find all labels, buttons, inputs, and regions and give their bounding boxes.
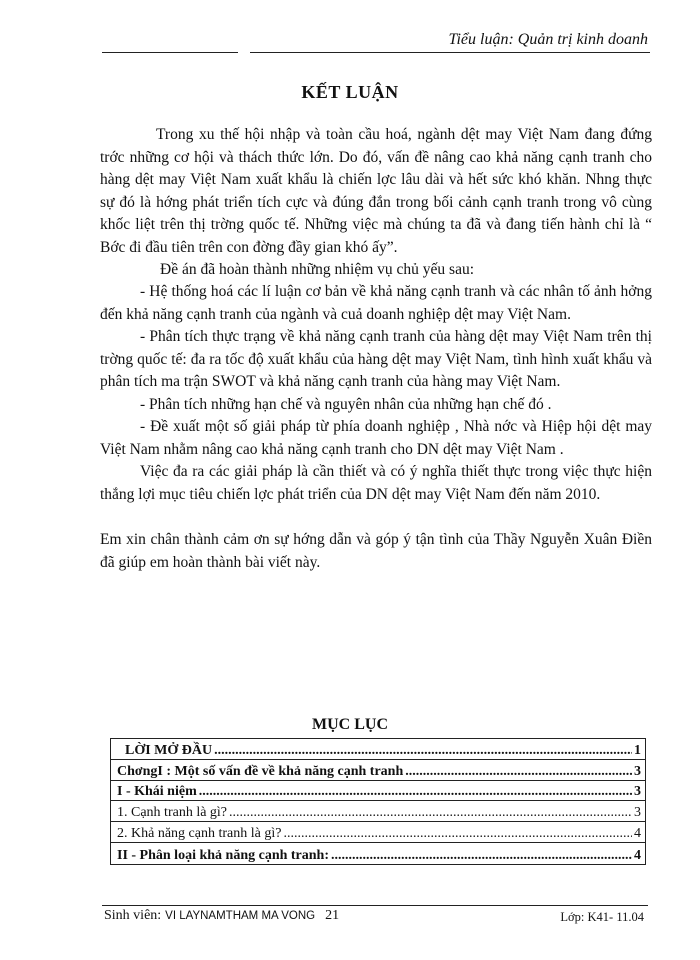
toc-entry-page: 1 [634, 742, 641, 758]
toc-entry-page: 3 [634, 784, 641, 800]
conclusion-title: KẾT LUẬN [301, 82, 399, 102]
footer-student [104, 908, 339, 924]
toc-entry-page: 4 [634, 847, 641, 863]
conclusion-paragraph-intro: Trong xu thế hội nhập và toàn cầu hoá, ngành dệt may Việt Nam đang đứng trớc những cơ hội và thách thức lớn. Do đó, vấn đề nâng cao khả năng cạnh tranh cho hàng dệt may Việt Nam xuất khẩu là chiến lợc lâu dài và hết sức khó khăn. Nhng thực sự đó là hớng phát triển tích cực và đúng đắn trong bối cảnh cạnh tranh trong vô cùng khốc liệt trên thị trờng quốc tế. Những việc mà chúng ta đã và đang tiến hành chỉ là “ Bớc đi đầu tiên trên con đờng đầy gian khó ấy”. [100, 126, 652, 256]
header-rule-left [102, 52, 238, 53]
conclusion-bullet-2: - Phân tích thực trạng về khả năng cạnh tranh của hàng dệt may Việt Nam trên thị trờng quốc tế: đa ra tốc độ xuất khẩu của hàng dệt may Việt Nam, tình hình xuất khẩu và phân tích ma trận SWOT và khả năng cạnh tranh của hàng may Việt Nam. [100, 328, 652, 390]
toc-leader [214, 743, 632, 759]
toc-entry-label: ChơngI : Một số vấn đề về khả năng cạnh tranh [117, 763, 404, 779]
conclusion-bullet-4: - Đề xuất một số giải pháp từ phía doanh nghiệp , Nhà nớc và Hiệp hội dệt may Việt Nam nhằm nâng cao khả năng cạnh tranh cho DN dệt may Việt Nam . [100, 418, 652, 458]
toc-leader [331, 848, 632, 864]
conclusion-paragraph-thanks: Em xin chân thành cảm ơn sự hớng dẫn và góp ý tận tình của Thầy Nguyễn Xuân Điền đã giúp em hoàn thành bài viết này. [100, 531, 652, 571]
toc-entry-page: 3 [634, 763, 641, 779]
footer-class: Lớp: K41- 11.04 [560, 910, 644, 924]
toc-entry-label: LỜI MỞ ĐẦU [125, 742, 213, 758]
toc-entry-label: I - Khái niệm [117, 784, 197, 800]
toc-entry[interactable] [111, 822, 645, 843]
toc-entry-label: 2. Khả năng cạnh tranh là gì? [117, 825, 282, 841]
conclusion-bullet-1: - Hệ thống hoá các lí luận cơ bản về khả năng cạnh tranh và các nhân tố ảnh hởng đến khả năng cạnh tranh của ngành và cuả doanh nghiệp dệt may Việt Nam. [100, 283, 652, 323]
conclusion-paragraph-tasks: Đề án đã hoàn thành những nhiệm vụ chủ yếu sau: [160, 261, 475, 278]
page-number: 21 [325, 908, 340, 923]
toc-entry-page: 3 [634, 805, 641, 821]
student-name: VI LAYNAMTHAM MA VONG [165, 910, 316, 922]
toc-entry-label: II - Phân loại khả năng cạnh tranh: [117, 847, 330, 863]
toc-leader [229, 805, 632, 821]
toc-entry-label: 1. Cạnh tranh là gì? [117, 805, 228, 821]
toc-leader [405, 764, 632, 780]
conclusion-paragraph-solutions: Việc đa ra các giải pháp là cần thiết và có ý nghĩa thiết thực trong việc thực hiện thắng lợi mục tiêu chiến lợc phát triển của DN dệt may Việt Nam đến năm 2010. [100, 463, 652, 503]
toc-entry-page: 4 [634, 825, 641, 841]
toc-entry[interactable] [111, 843, 645, 864]
toc-entry[interactable] [111, 781, 645, 802]
student-label: Sinh viên: [104, 908, 162, 923]
toc-leader [199, 784, 632, 800]
header-rule-right [250, 52, 650, 53]
header-title: Tiểu luận: Quản trị kinh doanh [448, 31, 648, 48]
toc-entry[interactable] [111, 760, 645, 781]
toc-leader [283, 826, 632, 842]
toc-entry[interactable] [111, 801, 645, 822]
conclusion-bullet-3: - Phân tích những hạn chế và nguyên nhân của những hạn chế đó . [140, 396, 552, 413]
toc-title: MỤC LỤC [312, 716, 388, 733]
table-of-contents [110, 738, 646, 865]
toc-entry[interactable] [111, 739, 645, 760]
footer-rule [102, 905, 648, 906]
